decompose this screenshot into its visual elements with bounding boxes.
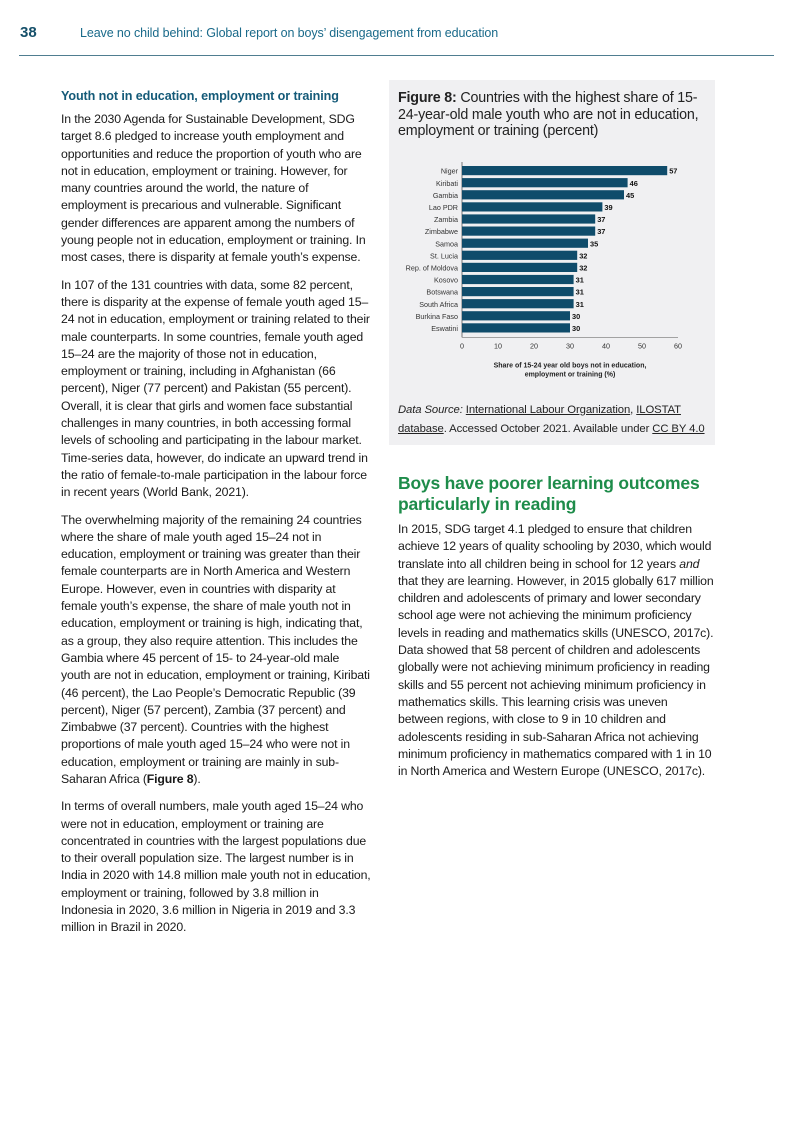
category-label: Zambia bbox=[434, 215, 458, 225]
bar-st-lucia bbox=[462, 251, 577, 260]
paragraph: In the 2030 Agenda for Sustainable Development, SDG target 8.6 pledged to increase youth employment and opportunities and reduce the proportion of youth who are not in education, employment or training. However, for many countries around the world, the nature of employment is precarious and vulnerable. Significant gender differences are apparent among the numbers of young people not in education, employment or training. In most cases, there is disparity at female youth’s expense. bbox=[61, 112, 366, 265]
data-label: 30 bbox=[572, 311, 581, 321]
data-label: 31 bbox=[575, 299, 584, 309]
category-label: Samoa bbox=[435, 239, 458, 249]
category-label: Kosovo bbox=[434, 275, 458, 285]
category-label: Eswatini bbox=[431, 324, 458, 333]
bar-kiribati bbox=[462, 178, 628, 187]
page-header bbox=[0, 0, 793, 58]
category-label: Botswana bbox=[426, 287, 458, 297]
section-heading-neet: Youth not in education, employment or training bbox=[61, 89, 339, 103]
data-label: 37 bbox=[597, 227, 606, 237]
category-label: Lao PDR bbox=[428, 203, 458, 212]
paragraph-text: that they are learning. However, in 2015 globally 617 million children and adolescents of primary and lower secondary school age were not achieving the minimum proficiency levels in reading and mathematics skills (UNESCO, 2017c). Data showed that 58 percent of children and adolescents globally were not achieving minimum proficiency in reading skills and 55 percent not achieving minimum proficiency in mathematics skills. This learning crisis was uneven between regions, with close to 9 in 10 children and adolescents residing in sub-Saharan Africa not achieving minimum proficiency in mathematics compared with 1 in 10 in North America and Western Europe (UNESCO, 2017c). bbox=[398, 573, 714, 779]
paragraph: In terms of overall numbers, male youth aged 15–24 who were not in education, employment or training are concentrated in countries with the largest populations due to their overall population size. The largest number is in India in 2020 with 14.8 million male youth not in education, employment or training, followed by 3.8 million in Indonesia in 2020, 3.6 million in Nigeria in 2019 and 3.3 million in Brazil in 2020. bbox=[61, 799, 371, 935]
bar-samoa bbox=[462, 239, 588, 248]
x-tick-label: 0 bbox=[460, 341, 464, 351]
bar-chart bbox=[389, 160, 715, 380]
bar-burkina-faso bbox=[462, 311, 570, 320]
figure-label: Figure 8: bbox=[398, 90, 457, 106]
figure-8 bbox=[389, 80, 715, 445]
source-link-ilo[interactable]: International Labour Organization bbox=[465, 404, 631, 416]
bar-niger bbox=[462, 166, 667, 175]
x-axis-title: employment or training (%) bbox=[524, 371, 616, 379]
category-label: Niger bbox=[440, 166, 458, 176]
category-label: Kiribati bbox=[436, 178, 458, 188]
source-sep: , bbox=[630, 404, 637, 416]
bar-south-africa bbox=[462, 299, 574, 308]
bar-botswana bbox=[462, 287, 574, 296]
figure-reference-link[interactable]: Figure 8 bbox=[146, 771, 194, 786]
paragraph bbox=[398, 521, 715, 780]
running-title: Leave no child behind: Global report on boys’ disengagement from education bbox=[80, 26, 499, 40]
data-label: 39 bbox=[604, 203, 613, 212]
paragraph bbox=[61, 512, 371, 789]
bar-eswatini bbox=[462, 323, 570, 332]
data-label: 32 bbox=[579, 263, 588, 273]
figure-title bbox=[398, 90, 708, 140]
x-tick-label: 20 bbox=[530, 341, 538, 351]
paragraph-emphasis: and bbox=[679, 556, 700, 571]
source-tail: . Accessed October 2021. Available under bbox=[443, 423, 653, 435]
right-column bbox=[389, 80, 715, 790]
data-label: 31 bbox=[575, 287, 584, 297]
x-tick-label: 50 bbox=[638, 341, 646, 351]
data-label: 35 bbox=[590, 239, 599, 249]
paragraph-text: The overwhelming majority of the remaining 24 countries where the share of male youth aged 15–24 not in education, employment or training was greater than their female counterparts are in North America and Western Europe. However, even in countries with disparity at female youth’s expense, the share of male youth not in education, employment or training is high, indicating that, as a group, they also require attention. This includes the Gambia where 45 percent of 15- to 24-year-old male youth are not in education, employment or training, Kiribati (46 percent), the Lao People’s Democratic Republic (39 percent), Niger (57 percent), Zambia (37 percent) and Zimbabwe (37 percent). Countries with the highest proportions of male youth aged 15–24 who were not in education, employment or training are mainly in sub-Saharan Africa bbox=[61, 512, 370, 786]
bar-kosovo bbox=[462, 275, 574, 284]
ref-close: ). bbox=[193, 771, 201, 786]
bar-zambia bbox=[462, 214, 595, 223]
data-source bbox=[398, 401, 710, 439]
category-label: Rep. of Moldova bbox=[405, 263, 458, 273]
source-link-ilostat[interactable]: ILOSTAT database bbox=[398, 404, 681, 435]
bar-lao-pdr bbox=[462, 202, 602, 211]
page-number: 38 bbox=[20, 24, 37, 41]
section-heading-learning: Boys have poorer learning outcomes particularly in reading bbox=[398, 473, 700, 514]
data-label: 45 bbox=[626, 190, 635, 200]
figure-title-text: Countries with the highest share of 15-24-year-old male youth who are not in education, employment or training (percent) bbox=[398, 90, 699, 139]
ref-open: ( bbox=[139, 771, 147, 786]
paragraph: In 107 of the 131 countries with data, some 82 percent, there is disparity at the expense of female youth aged 15–24 not in education, employment or training related to their male counterparts. In some countries, female youth aged 15–24 are the majority of those not in education, employment or training, including in Afghanistan (66 percent), Niger (77 percent) and Pakistan (55 percent). Overall, it is clear that girls and women face substantial challenges in many countries, in both accessing formal levels of schooling and participating in the labour market. Time-series data, however, do indicate an upward trend in the ratio of female-to-male participation in the labour force in recent years (World Bank, 2021). bbox=[61, 277, 370, 500]
data-label: 32 bbox=[579, 251, 588, 261]
x-axis-title: Share of 15-24 year old boys not in education, bbox=[493, 362, 647, 370]
license-link[interactable]: CC BY 4.0 bbox=[652, 423, 705, 435]
left-column bbox=[61, 89, 371, 947]
category-label: St. Lucia bbox=[430, 251, 458, 261]
x-tick-label: 30 bbox=[566, 341, 574, 351]
category-label: Burkina Faso bbox=[415, 311, 458, 321]
bar-rep-of-moldova bbox=[462, 263, 577, 272]
bar-zimbabwe bbox=[462, 227, 595, 236]
data-label: 30 bbox=[572, 324, 581, 333]
category-label: Zimbabwe bbox=[424, 227, 458, 237]
header-divider bbox=[19, 55, 774, 56]
data-label: 46 bbox=[629, 178, 638, 188]
x-tick-label: 60 bbox=[674, 341, 682, 351]
bar-gambia bbox=[462, 190, 624, 199]
data-label: 31 bbox=[575, 275, 584, 285]
x-tick-label: 40 bbox=[602, 341, 610, 351]
category-label: South Africa bbox=[419, 299, 458, 309]
chart-svg bbox=[389, 160, 715, 380]
data-label: 37 bbox=[597, 215, 606, 225]
paragraph-text: In 2015, SDG target 4.1 pledged to ensure that children achieve 12 years of quality schooling by 2030, which would translate into all children being in school for 12 years bbox=[398, 522, 712, 571]
source-label: Data Source: bbox=[398, 404, 463, 416]
category-label: Gambia bbox=[432, 190, 458, 200]
x-tick-label: 10 bbox=[494, 341, 502, 351]
data-label: 57 bbox=[669, 166, 678, 176]
